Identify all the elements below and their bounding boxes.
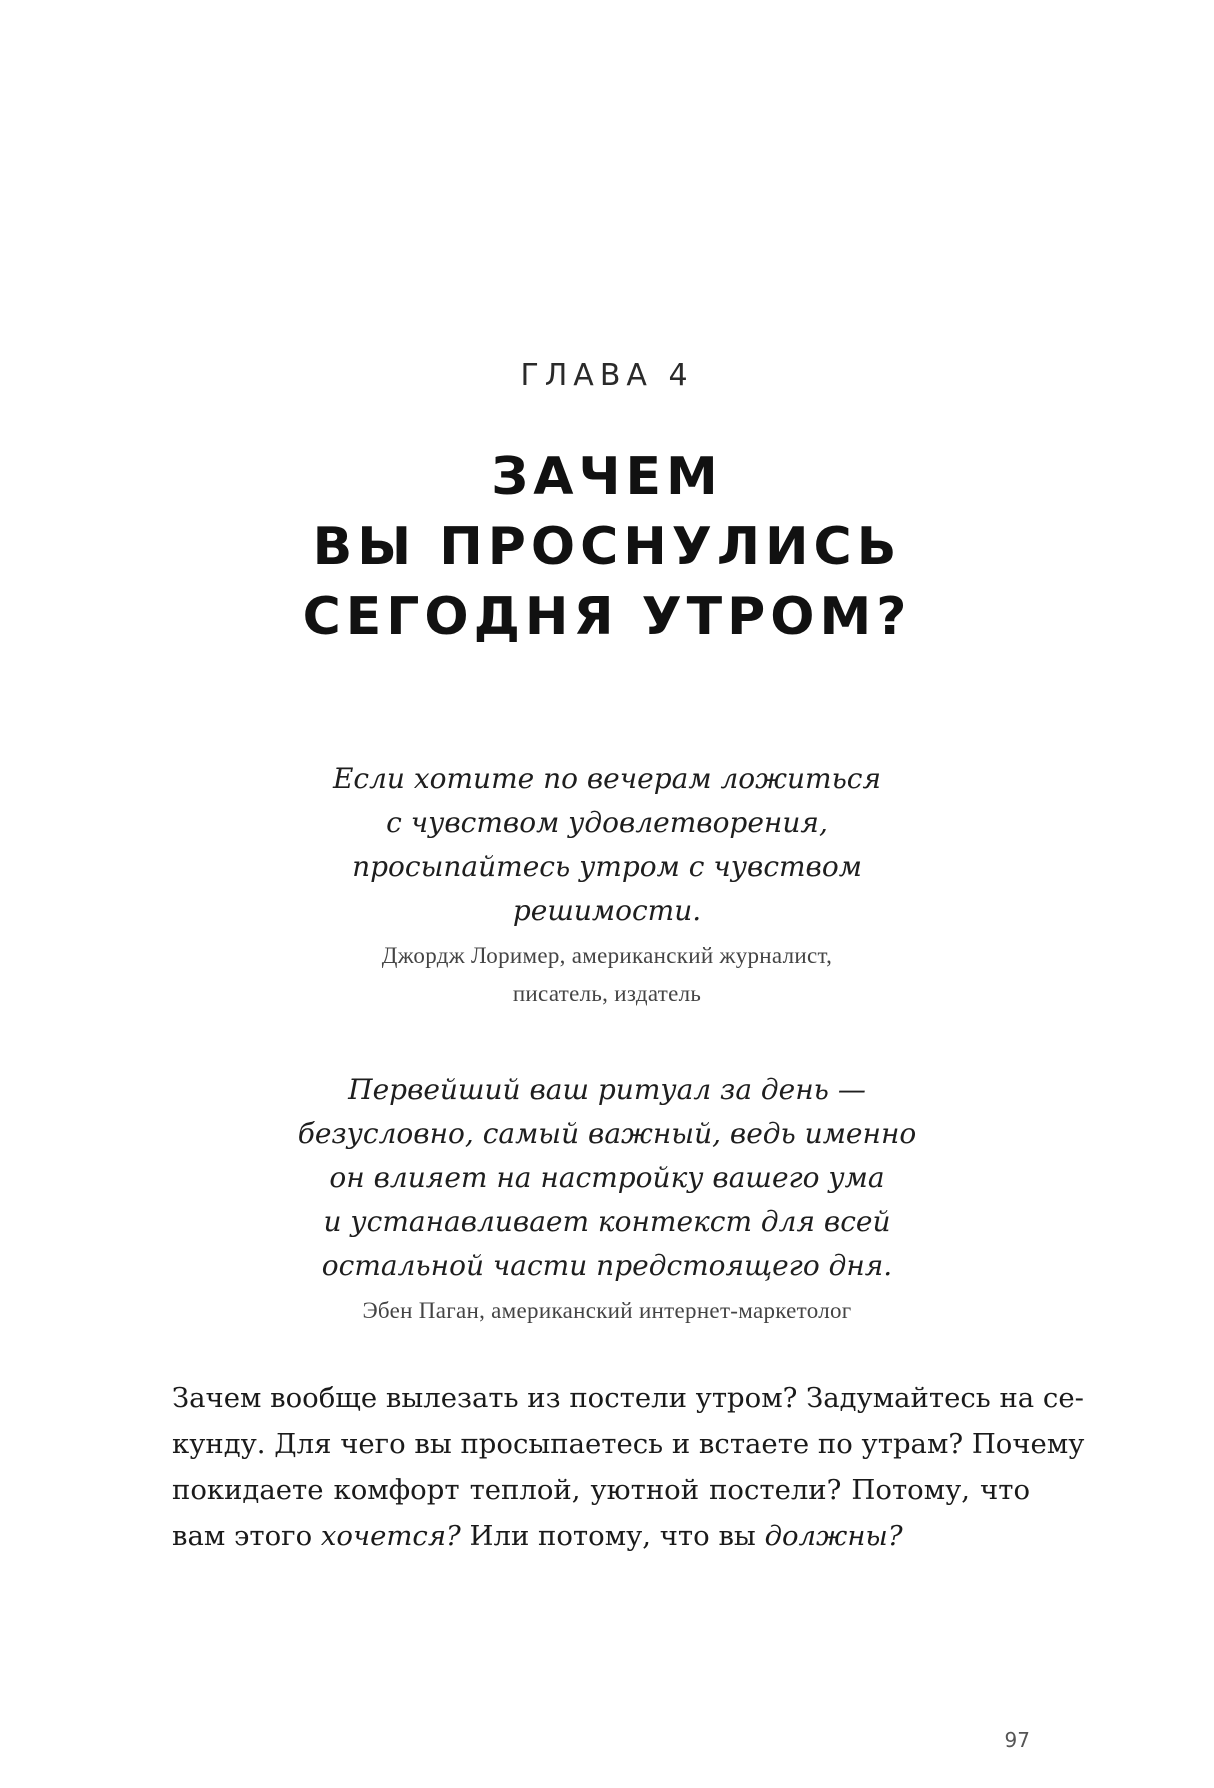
epigraph-quote-line: и устанавливает контекст для всей bbox=[323, 1205, 891, 1238]
body-text-segment: Или потому, что вы bbox=[460, 1520, 765, 1552]
body-line bbox=[172, 1513, 1030, 1559]
epigraph-quote-line: просыпайтесь утром с чувством bbox=[352, 850, 862, 883]
epigraph-quote-line: решимости. bbox=[512, 894, 702, 927]
chapter-title bbox=[0, 442, 1214, 652]
body-line: Зачем вообще вылезать из постели утром? Задумайтесь на се- bbox=[172, 1382, 1084, 1414]
epigraph-quote-line: безусловно, самый важный, ведь именно bbox=[297, 1117, 917, 1150]
emphasis-wants: хочется? bbox=[320, 1520, 461, 1552]
epigraph-quote-line: с чувством удовлетворения, bbox=[386, 806, 828, 839]
epigraph-attribution: Джордж Лоример, американский журналист, bbox=[381, 943, 833, 968]
chapter-label: ГЛАВА 4 bbox=[520, 358, 694, 393]
chapter-title-line: ЗАЧЕМ bbox=[491, 447, 723, 507]
emphasis-must: должны? bbox=[764, 1520, 903, 1552]
chapter-title-line: ВЫ ПРОСНУЛИСЬ bbox=[312, 517, 902, 577]
body-paragraph bbox=[172, 1375, 1085, 1559]
epigraph bbox=[0, 757, 1214, 1013]
epigraph-quote-line: остальной части предстоящего дня. bbox=[321, 1249, 893, 1282]
epigraph-quote-line: Если хотите по вечерам ложиться bbox=[332, 762, 882, 795]
epigraph-attribution: писатель, издатель bbox=[512, 981, 702, 1006]
body-text-segment: вам этого bbox=[172, 1520, 321, 1552]
epigraph-quote-line: он влияет на настройку вашего ума bbox=[329, 1161, 885, 1194]
body-line: кунду. Для чего вы просыпаетесь и встаете по утрам? Почему bbox=[172, 1428, 1085, 1460]
epigraph bbox=[0, 1068, 1214, 1330]
body-line: покидаете комфорт теплой, уютной постели? Потому, что bbox=[172, 1474, 1030, 1506]
page-number: 97 bbox=[1004, 1728, 1030, 1752]
epigraph-quote-line: Первейший ваш ритуал за день — bbox=[348, 1073, 866, 1106]
epigraph-attribution: Эбен Паган, американский интернет-маркетолог bbox=[362, 1298, 852, 1323]
chapter-title-line: СЕГОДНЯ УТРОМ? bbox=[302, 587, 912, 647]
